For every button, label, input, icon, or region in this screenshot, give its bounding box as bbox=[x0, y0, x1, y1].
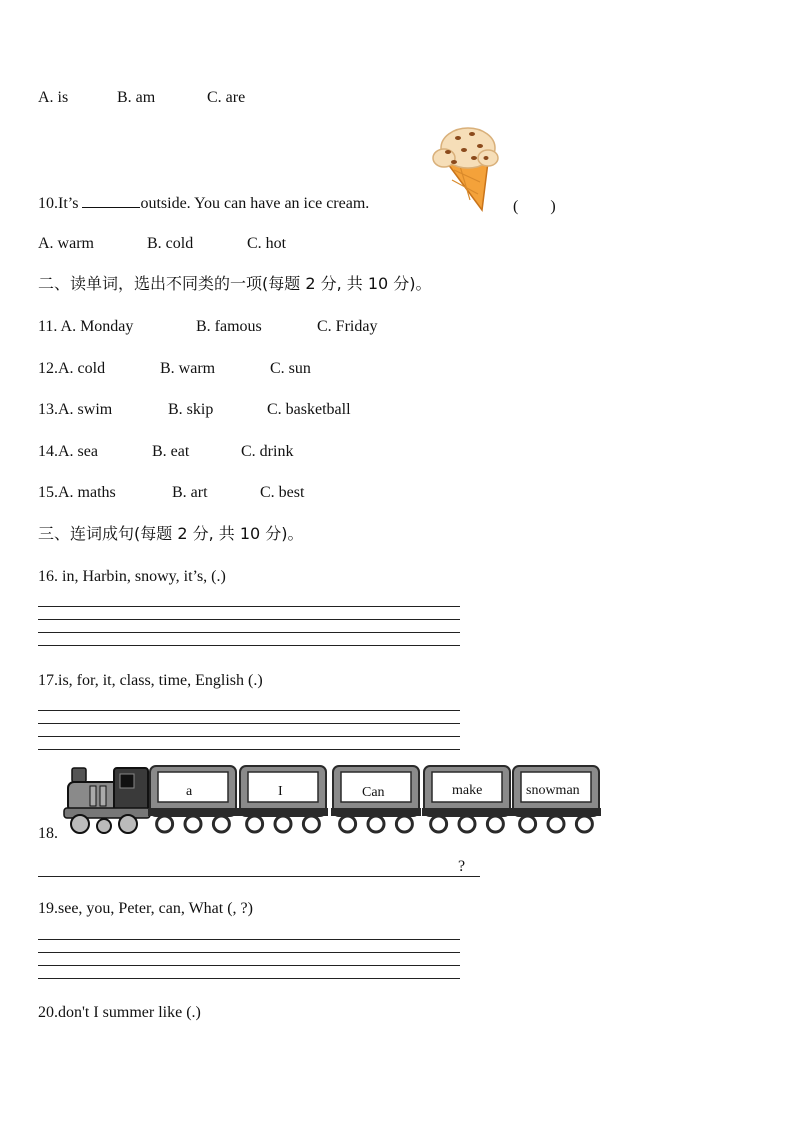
q17-writing-lines[interactable] bbox=[38, 710, 460, 750]
q20-prompt: 20.don't I summer like (.) bbox=[38, 1004, 201, 1021]
train-wheel bbox=[157, 816, 173, 832]
q9-option-c[interactable]: C. are bbox=[207, 89, 246, 106]
train-wheel bbox=[303, 816, 319, 832]
q12-option-c[interactable]: C. sun bbox=[270, 360, 311, 377]
section2-heading: 二、读单词，选出不同类的一项(每题 2 分, 共 10 分)。 bbox=[38, 274, 432, 293]
train-word-2[interactable]: I bbox=[278, 784, 283, 799]
q14-option-c[interactable]: C. drink bbox=[241, 443, 294, 460]
q10-option-c[interactable]: C. hot bbox=[247, 235, 287, 252]
q10-prefix: 10.It’s bbox=[38, 195, 79, 212]
train-wheel bbox=[548, 816, 564, 832]
train-wheel bbox=[396, 816, 412, 832]
q14 bbox=[38, 442, 293, 462]
q10-blank[interactable] bbox=[82, 193, 140, 208]
locomotive-icon bbox=[64, 768, 150, 833]
q13-option-a[interactable]: 13.A. swim bbox=[38, 401, 113, 418]
q19-prompt: 19.see, you, Peter, can, What (, ?) bbox=[38, 900, 253, 917]
q12 bbox=[38, 359, 311, 379]
train-wheel bbox=[459, 816, 475, 832]
q12-option-b[interactable]: B. warm bbox=[160, 360, 216, 377]
q9-option-b[interactable]: B. am bbox=[117, 89, 156, 106]
train-wheel bbox=[368, 816, 384, 832]
train-wheel bbox=[340, 816, 356, 832]
q16-writing-lines[interactable] bbox=[38, 606, 460, 646]
q16-prompt: 16. in, Harbin, snowy, it’s, (.) bbox=[38, 568, 226, 585]
q9-option-a[interactable]: A. is bbox=[38, 89, 69, 106]
train-word-1[interactable]: a bbox=[186, 784, 193, 799]
train-wheel bbox=[213, 816, 229, 832]
q18-number: 18. bbox=[38, 825, 58, 842]
train-wheel bbox=[431, 816, 447, 832]
train-wheel bbox=[487, 816, 503, 832]
word-train-picture bbox=[62, 760, 602, 840]
q11 bbox=[38, 317, 377, 337]
q11-option-a[interactable]: 11. A. Monday bbox=[38, 318, 134, 335]
q13-option-b[interactable]: B. skip bbox=[168, 401, 214, 418]
q15-option-a[interactable]: 15.A. maths bbox=[38, 484, 116, 501]
train-word-5[interactable]: snowman bbox=[526, 783, 580, 798]
train-wheel bbox=[247, 816, 263, 832]
q13 bbox=[38, 400, 351, 420]
q18-question-mark: ? bbox=[458, 858, 466, 875]
q15 bbox=[38, 483, 304, 503]
train-car-window bbox=[248, 772, 318, 802]
train-wheel bbox=[185, 816, 201, 832]
q12-option-a[interactable]: 12.A. cold bbox=[38, 360, 106, 377]
train-wheel bbox=[275, 816, 291, 832]
q10-suffix: outside. You can have an ice cream. bbox=[140, 195, 370, 212]
q11-option-b[interactable]: B. famous bbox=[196, 318, 262, 335]
q10-question bbox=[38, 193, 369, 214]
section3-heading: 三、连词成句(每题 2 分, 共 10 分)。 bbox=[38, 524, 304, 543]
q14-option-a[interactable]: 14.A. sea bbox=[38, 443, 98, 460]
q9-options bbox=[38, 88, 245, 108]
q10-option-a[interactable]: A. warm bbox=[38, 235, 94, 252]
train-car-window bbox=[158, 772, 228, 802]
q10-answer-paren[interactable]: ( ) bbox=[513, 198, 556, 215]
q17-prompt: 17.is, for, it, class, time, English (.) bbox=[38, 672, 263, 689]
q10-option-b[interactable]: B. cold bbox=[147, 235, 194, 252]
train-word-3[interactable]: Can bbox=[362, 785, 385, 800]
q15-option-b[interactable]: B. art bbox=[172, 484, 208, 501]
q14-option-b[interactable]: B. eat bbox=[152, 443, 190, 460]
ice-cream-icon bbox=[430, 122, 500, 214]
train-word-4[interactable]: make bbox=[452, 783, 483, 798]
q13-option-c[interactable]: C. basketball bbox=[267, 401, 351, 418]
q11-option-c[interactable]: C. Friday bbox=[317, 318, 378, 335]
train-wheel bbox=[576, 816, 592, 832]
train-wheel bbox=[520, 816, 536, 832]
q18-answer-line[interactable] bbox=[38, 876, 480, 877]
q10-options bbox=[38, 234, 286, 254]
q19-writing-lines[interactable] bbox=[38, 939, 460, 979]
q15-option-c[interactable]: C. best bbox=[260, 484, 305, 501]
